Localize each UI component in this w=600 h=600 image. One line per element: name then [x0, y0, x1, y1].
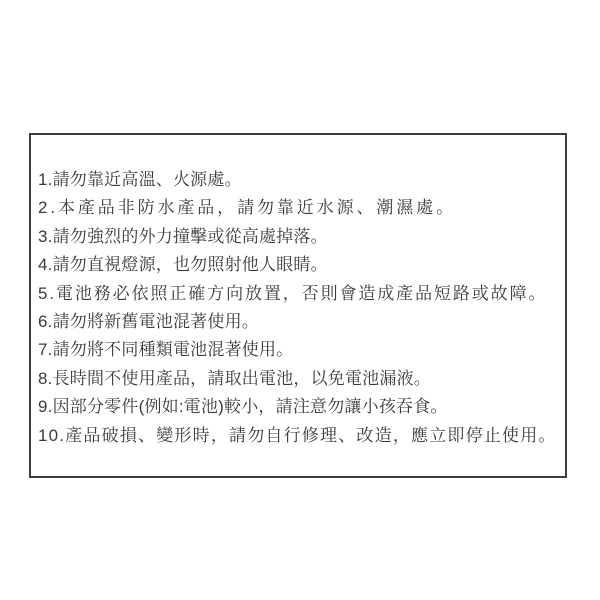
safety-instruction-item: 2.本產品非防水產品，請勿靠近水源、潮濕處。 [38, 198, 456, 218]
safety-instruction-item: 7.請勿將不同種類電池混著使用。 [38, 340, 294, 360]
safety-instruction-item: 3.請勿強烈的外力撞擊或從高處掉落。 [38, 226, 328, 246]
safety-instruction-item: 6.請勿將新舊電池混著使用。 [38, 311, 259, 331]
safety-instruction-item: 5.電池務必依照正確方向放置，否則會造成產品短路或故障。 [38, 283, 548, 303]
safety-instruction-item: 4.請勿直視燈源，也勿照射他人眼睛。 [38, 255, 328, 275]
safety-instructions-list [31, 135, 565, 450]
safety-instruction-item: 8.長時間不使用產品，請取出電池，以免電池漏液。 [38, 368, 431, 388]
safety-instruction-item: 1.請勿靠近高溫、火源處。 [38, 170, 242, 189]
safety-instruction-item: 10.產品破損、變形時，請勿自行修理、改造，應立即停止使用。 [38, 425, 557, 445]
safety-notice-box [29, 133, 567, 478]
safety-instruction-item: 9.因部分零件(例如:電池)較小，請注意勿讓小孩吞食。 [38, 397, 448, 417]
